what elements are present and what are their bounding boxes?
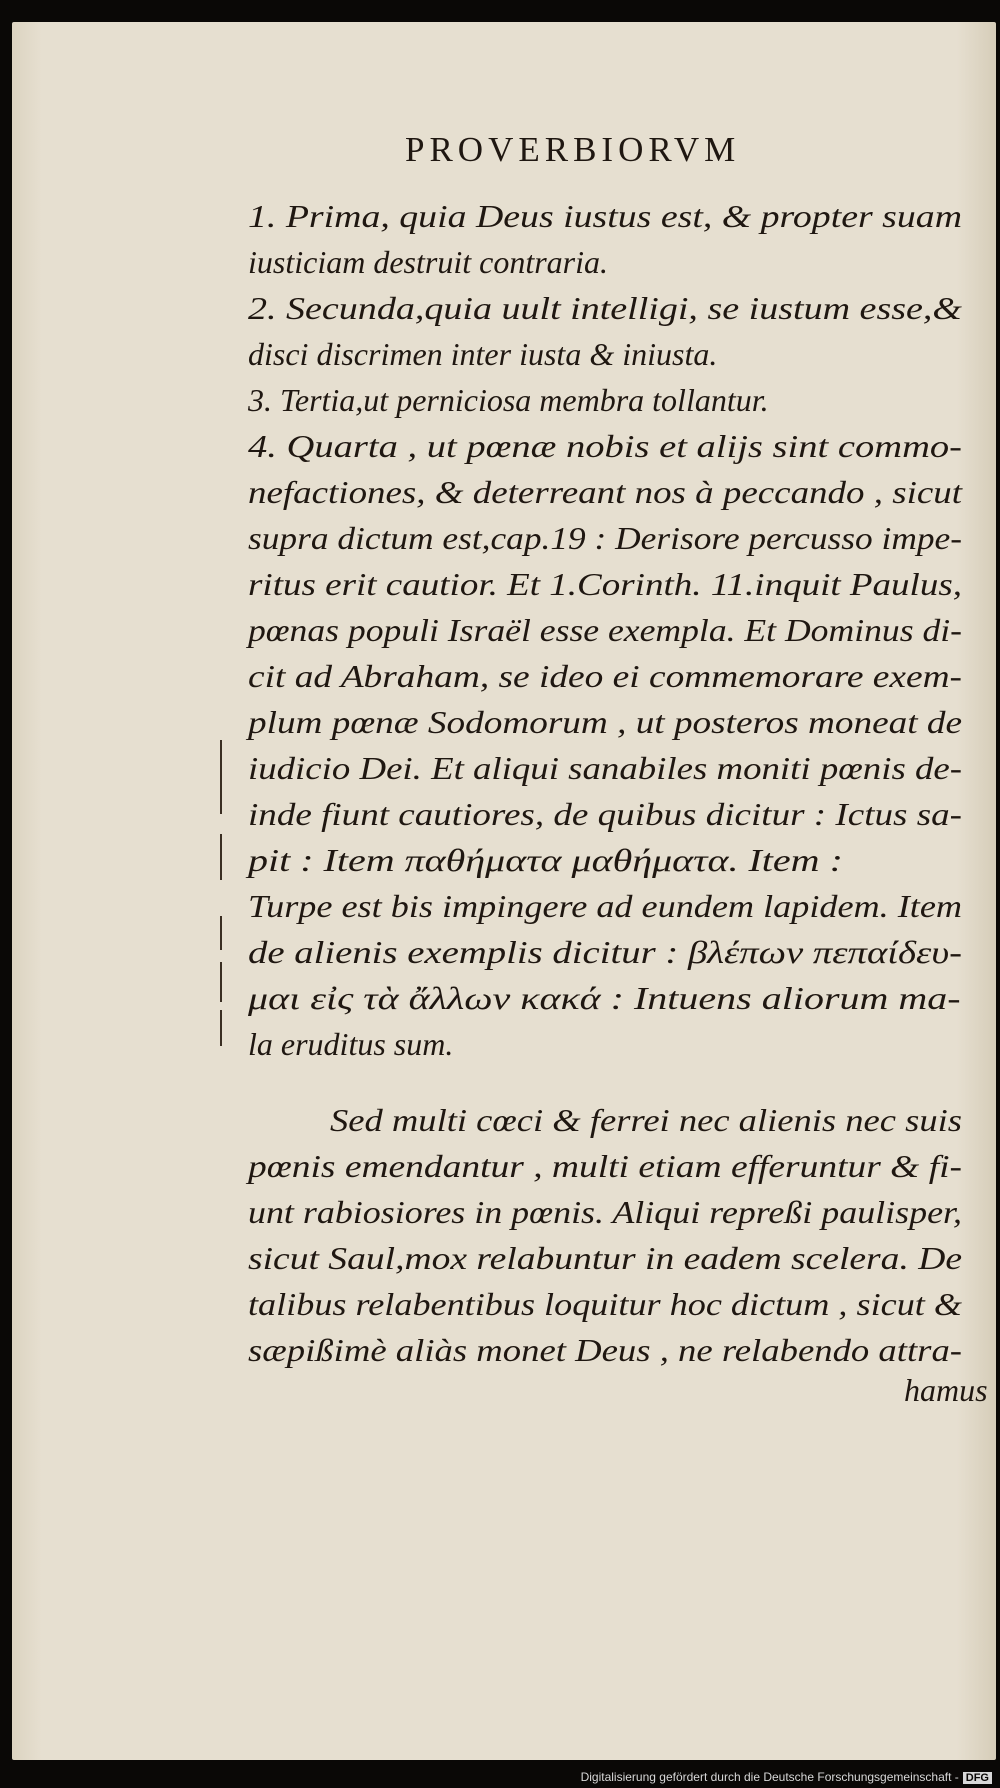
text-line: cit ad Abraham, se ideo ei commemorare exem- <box>248 658 962 694</box>
margin-mark <box>220 740 222 814</box>
text-line: talibus relabentibus loquitur hoc dictum , sicut & <box>248 1286 962 1322</box>
text-line: unt rabiosiores in pœnis. Aliqui repreßi paulisper, <box>248 1194 962 1230</box>
text-line: pœnis emendantur , multi etiam efferuntur & fi- <box>248 1148 962 1184</box>
text-line: pit : Item παθήματα μαθήματα. Item : <box>248 842 843 878</box>
margin-mark <box>220 962 222 1002</box>
margin-mark <box>220 916 222 950</box>
footer-text: Digitalisierung gefördert durch die Deutsche Forschungsgemeinschaft - <box>580 1770 959 1784</box>
text-line: iudicio Dei. Et aliqui sanabiles moniti pœnis de- <box>248 750 962 786</box>
margin-mark <box>220 834 222 880</box>
text-line: plum pœnæ Sodomorum , ut posteros moneat de <box>248 704 962 740</box>
catchword: hamus <box>904 1372 988 1408</box>
text-line: 3. Tertia,ut perniciosa membra tollantur. <box>248 382 769 418</box>
text-line: inde fiunt cautiores, de quibus dicitur : Ictus sa- <box>248 796 962 832</box>
text-line: de alienis exemplis dicitur : βλέπων πεπαίδευ- <box>248 934 962 970</box>
text-line: ritus erit cautior. Et 1.Corinth. 11.inquit Paulus, <box>248 566 962 602</box>
text-line: sicut Saul,mox relabuntur in eadem scelera. De <box>248 1240 963 1276</box>
text-line: Turpe est bis impingere ad eundem lapidem. Item <box>248 888 962 924</box>
text-line: la eruditus sum. <box>248 1026 454 1062</box>
text-line: Sed multi cœci & ferrei nec alienis nec suis <box>330 1102 962 1138</box>
text-line: sæpißimè aliàs monet Deus , ne relabendo attra- <box>248 1332 962 1368</box>
text-line: 2. Secunda,quia uult intelligi, se iustum esse,& <box>248 290 962 326</box>
text-line: 1. Prima, quia Deus iustus est, & propter suam <box>248 198 962 234</box>
text-line: pœnas populi Israël esse exempla. Et Dominus di- <box>248 612 963 648</box>
margin-mark <box>220 1010 222 1046</box>
text-line: nefactiones, & deterreant nos à peccando , sicut <box>248 474 963 510</box>
digitization-footer <box>581 1770 992 1784</box>
text-line: 4. Quarta , ut pœnæ nobis et alijs sint commo- <box>248 428 962 464</box>
text-line: μαι εἰς τὰ ἄλλων κακά : Intuens aliorum ma- <box>248 980 961 1016</box>
text-line: supra dictum est,cap.19 : Derisore percusso impe- <box>248 520 962 556</box>
text-line: iusticiam destruit contraria. <box>248 244 608 280</box>
dfg-logo: DFG <box>963 1772 992 1784</box>
text-line: disci discrimen inter iusta & iniusta. <box>248 336 718 372</box>
running-header: PROVERBIORVM <box>405 130 741 169</box>
